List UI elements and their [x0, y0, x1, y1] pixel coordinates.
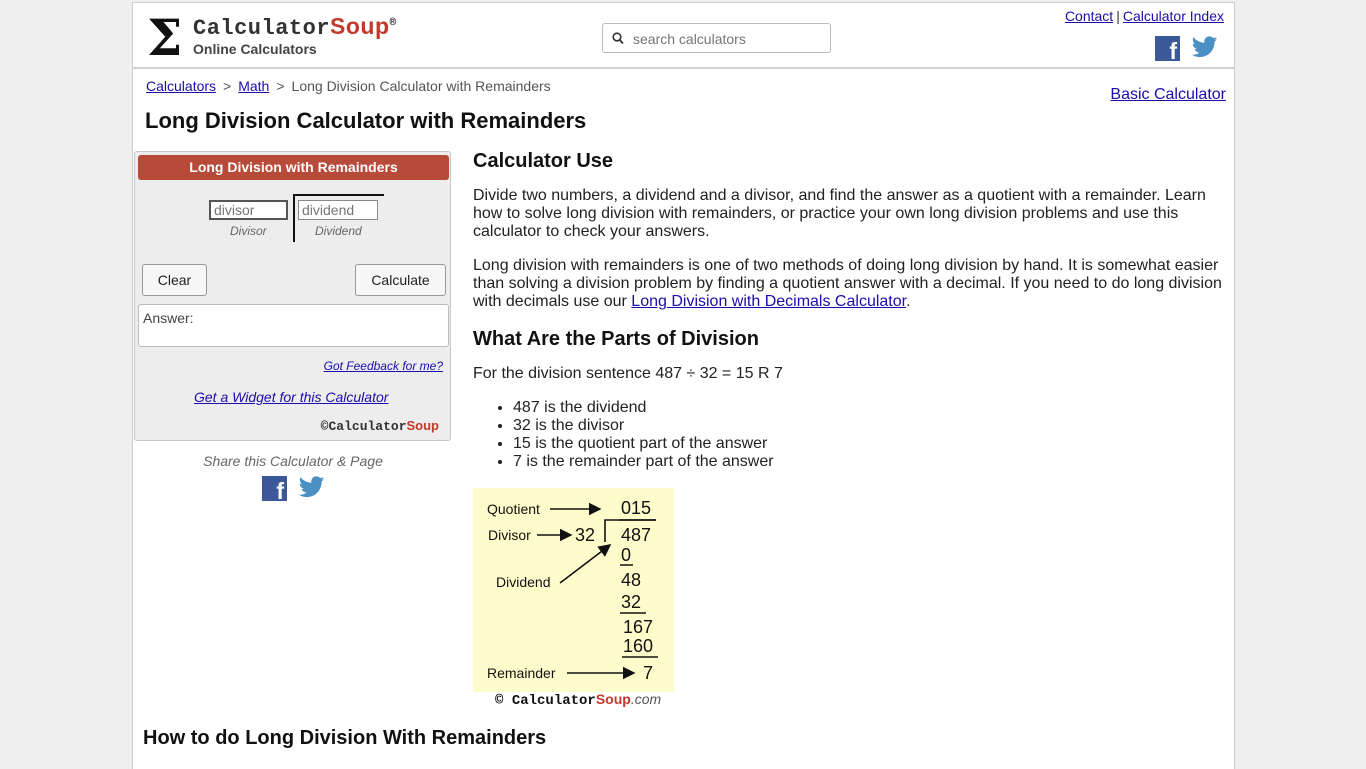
page-container [132, 2, 1235, 769]
divisor-label: Divisor [230, 224, 267, 238]
logo-tagline: Online Calculators [193, 41, 317, 57]
facebook-icon[interactable] [1155, 36, 1180, 64]
section-parts-of-division: What Are the Parts of Division [473, 328, 759, 350]
share-social-icons [262, 476, 325, 506]
quotient-value: 015 [621, 498, 652, 518]
step-value-3: 32 [621, 592, 642, 612]
breadcrumb-calculators[interactable]: Calculators [146, 78, 217, 94]
quotient-label: Quotient [487, 501, 540, 517]
division-sentence: For the division sentence 487 ÷ 32 = 15 R 7 [473, 365, 783, 382]
list-item: • 487 is the dividend [513, 399, 1225, 417]
dividend-label-diagram: Dividend [496, 574, 551, 590]
paragraph-methods [473, 257, 1225, 311]
diagram-copyright-soup: Soup [595, 691, 631, 707]
list-item: • 32 is the divisor [513, 417, 1225, 435]
paragraph-methods-end: . [906, 293, 911, 310]
answer-box [138, 304, 449, 347]
page-title: Long Division Calculator with Remainders [145, 108, 587, 133]
dividend-input[interactable] [298, 200, 378, 220]
facebook-share-icon[interactable] [262, 476, 287, 504]
dividend-value: 487 [621, 525, 652, 545]
facebook-glyph: f [276, 478, 284, 504]
long-division-decimals-link[interactable]: Long Division with Decimals Calculator [631, 293, 907, 310]
breadcrumb [146, 78, 551, 94]
contact-link[interactable]: Contact [1064, 8, 1114, 24]
calculator-title: Long Division with Remainders [138, 155, 449, 180]
search-box[interactable] [602, 23, 831, 53]
top-links [1065, 8, 1224, 24]
logo-sigma-icon[interactable]: Σ [147, 8, 183, 67]
remainder-value: 7 [643, 663, 654, 683]
step-value-1: 0 [621, 545, 632, 565]
feedback-link[interactable]: Got Feedback for me? [323, 359, 443, 373]
logo-name-calc: Calculator [193, 16, 331, 41]
logo-name-soup: Soup [330, 13, 390, 39]
breadcrumb-arrow: > [223, 78, 232, 94]
diagram-copyright-symbol: © [495, 693, 504, 709]
list-item: • 15 is the quotient part of the answer [513, 435, 1225, 453]
diagram-svg [473, 488, 674, 692]
basic-calculator-link[interactable]: Basic Calculator [1110, 86, 1226, 103]
step-value-4: 167 [623, 617, 654, 637]
breadcrumb-math[interactable]: Math [238, 78, 270, 94]
list-item: • 7 is the remainder part of the answer [513, 453, 1225, 471]
parts-list [473, 399, 1225, 471]
paragraph-methods-text: Long division with remainders is one of two methods of doing long division by hand. It is somewhat easier than solving a division problem by finding a quotient answer with a decimal. If you need to do long division with decimals use our [473, 257, 1222, 310]
main-content [473, 148, 1225, 471]
breadcrumb-current: Long Division Calculator with Remainders [291, 78, 551, 94]
calculator-panel [134, 151, 451, 441]
long-division-diagram [473, 488, 674, 692]
logo-name[interactable] [193, 13, 397, 41]
twitter-share-icon[interactable] [299, 476, 325, 500]
copyright-calc: Calculator [328, 419, 407, 434]
calculator-index-link[interactable]: Calculator Index [1122, 8, 1224, 24]
calculator-copyright [321, 418, 439, 434]
dividend-label: Dividend [315, 224, 362, 238]
step-value-5: 160 [623, 636, 654, 656]
clear-button[interactable]: Clear [142, 264, 207, 296]
registered-mark: ® [389, 17, 397, 30]
remainder-label: Remainder [487, 665, 556, 681]
answer-label: Answer: [143, 310, 194, 326]
divisor-value: 32 [575, 525, 596, 545]
facebook-glyph: f [1169, 38, 1177, 64]
search-input[interactable] [631, 28, 825, 50]
diagram-copyright-calc: Calculator [511, 693, 596, 709]
twitter-icon[interactable] [1192, 36, 1218, 60]
breadcrumb-arrow: > [276, 78, 285, 94]
section-calculator-use: Calculator Use [473, 150, 614, 172]
divisor-label-diagram: Divisor [488, 527, 531, 543]
divisor-input[interactable] [209, 200, 288, 220]
header-social-icons [1155, 36, 1218, 66]
section-how-to: How to do Long Division With Remainders [143, 727, 547, 749]
site-header [133, 3, 1234, 69]
copyright-soup: Soup [406, 418, 439, 433]
step-value-2: 48 [621, 570, 642, 590]
dividend-arrow [560, 545, 610, 583]
widget-link[interactable]: Get a Widget for this Calculator [194, 389, 389, 405]
copyright-symbol: © [320, 419, 329, 434]
share-text: Share this Calculator & Page [203, 453, 383, 469]
calculate-button[interactable]: Calculate [355, 264, 446, 296]
diagram-copyright-com: .com [630, 691, 662, 707]
diagram-copyright [495, 691, 661, 709]
top-links-separator: | [1116, 8, 1120, 24]
search-icon [612, 32, 624, 45]
paragraph-intro: Divide two numbers, a dividend and a divisor, and find the answer as a quotient with a remainder. Learn how to solve long division with remainders, or practice your own long division problems and use this calculator to check your answers. [473, 187, 1206, 240]
